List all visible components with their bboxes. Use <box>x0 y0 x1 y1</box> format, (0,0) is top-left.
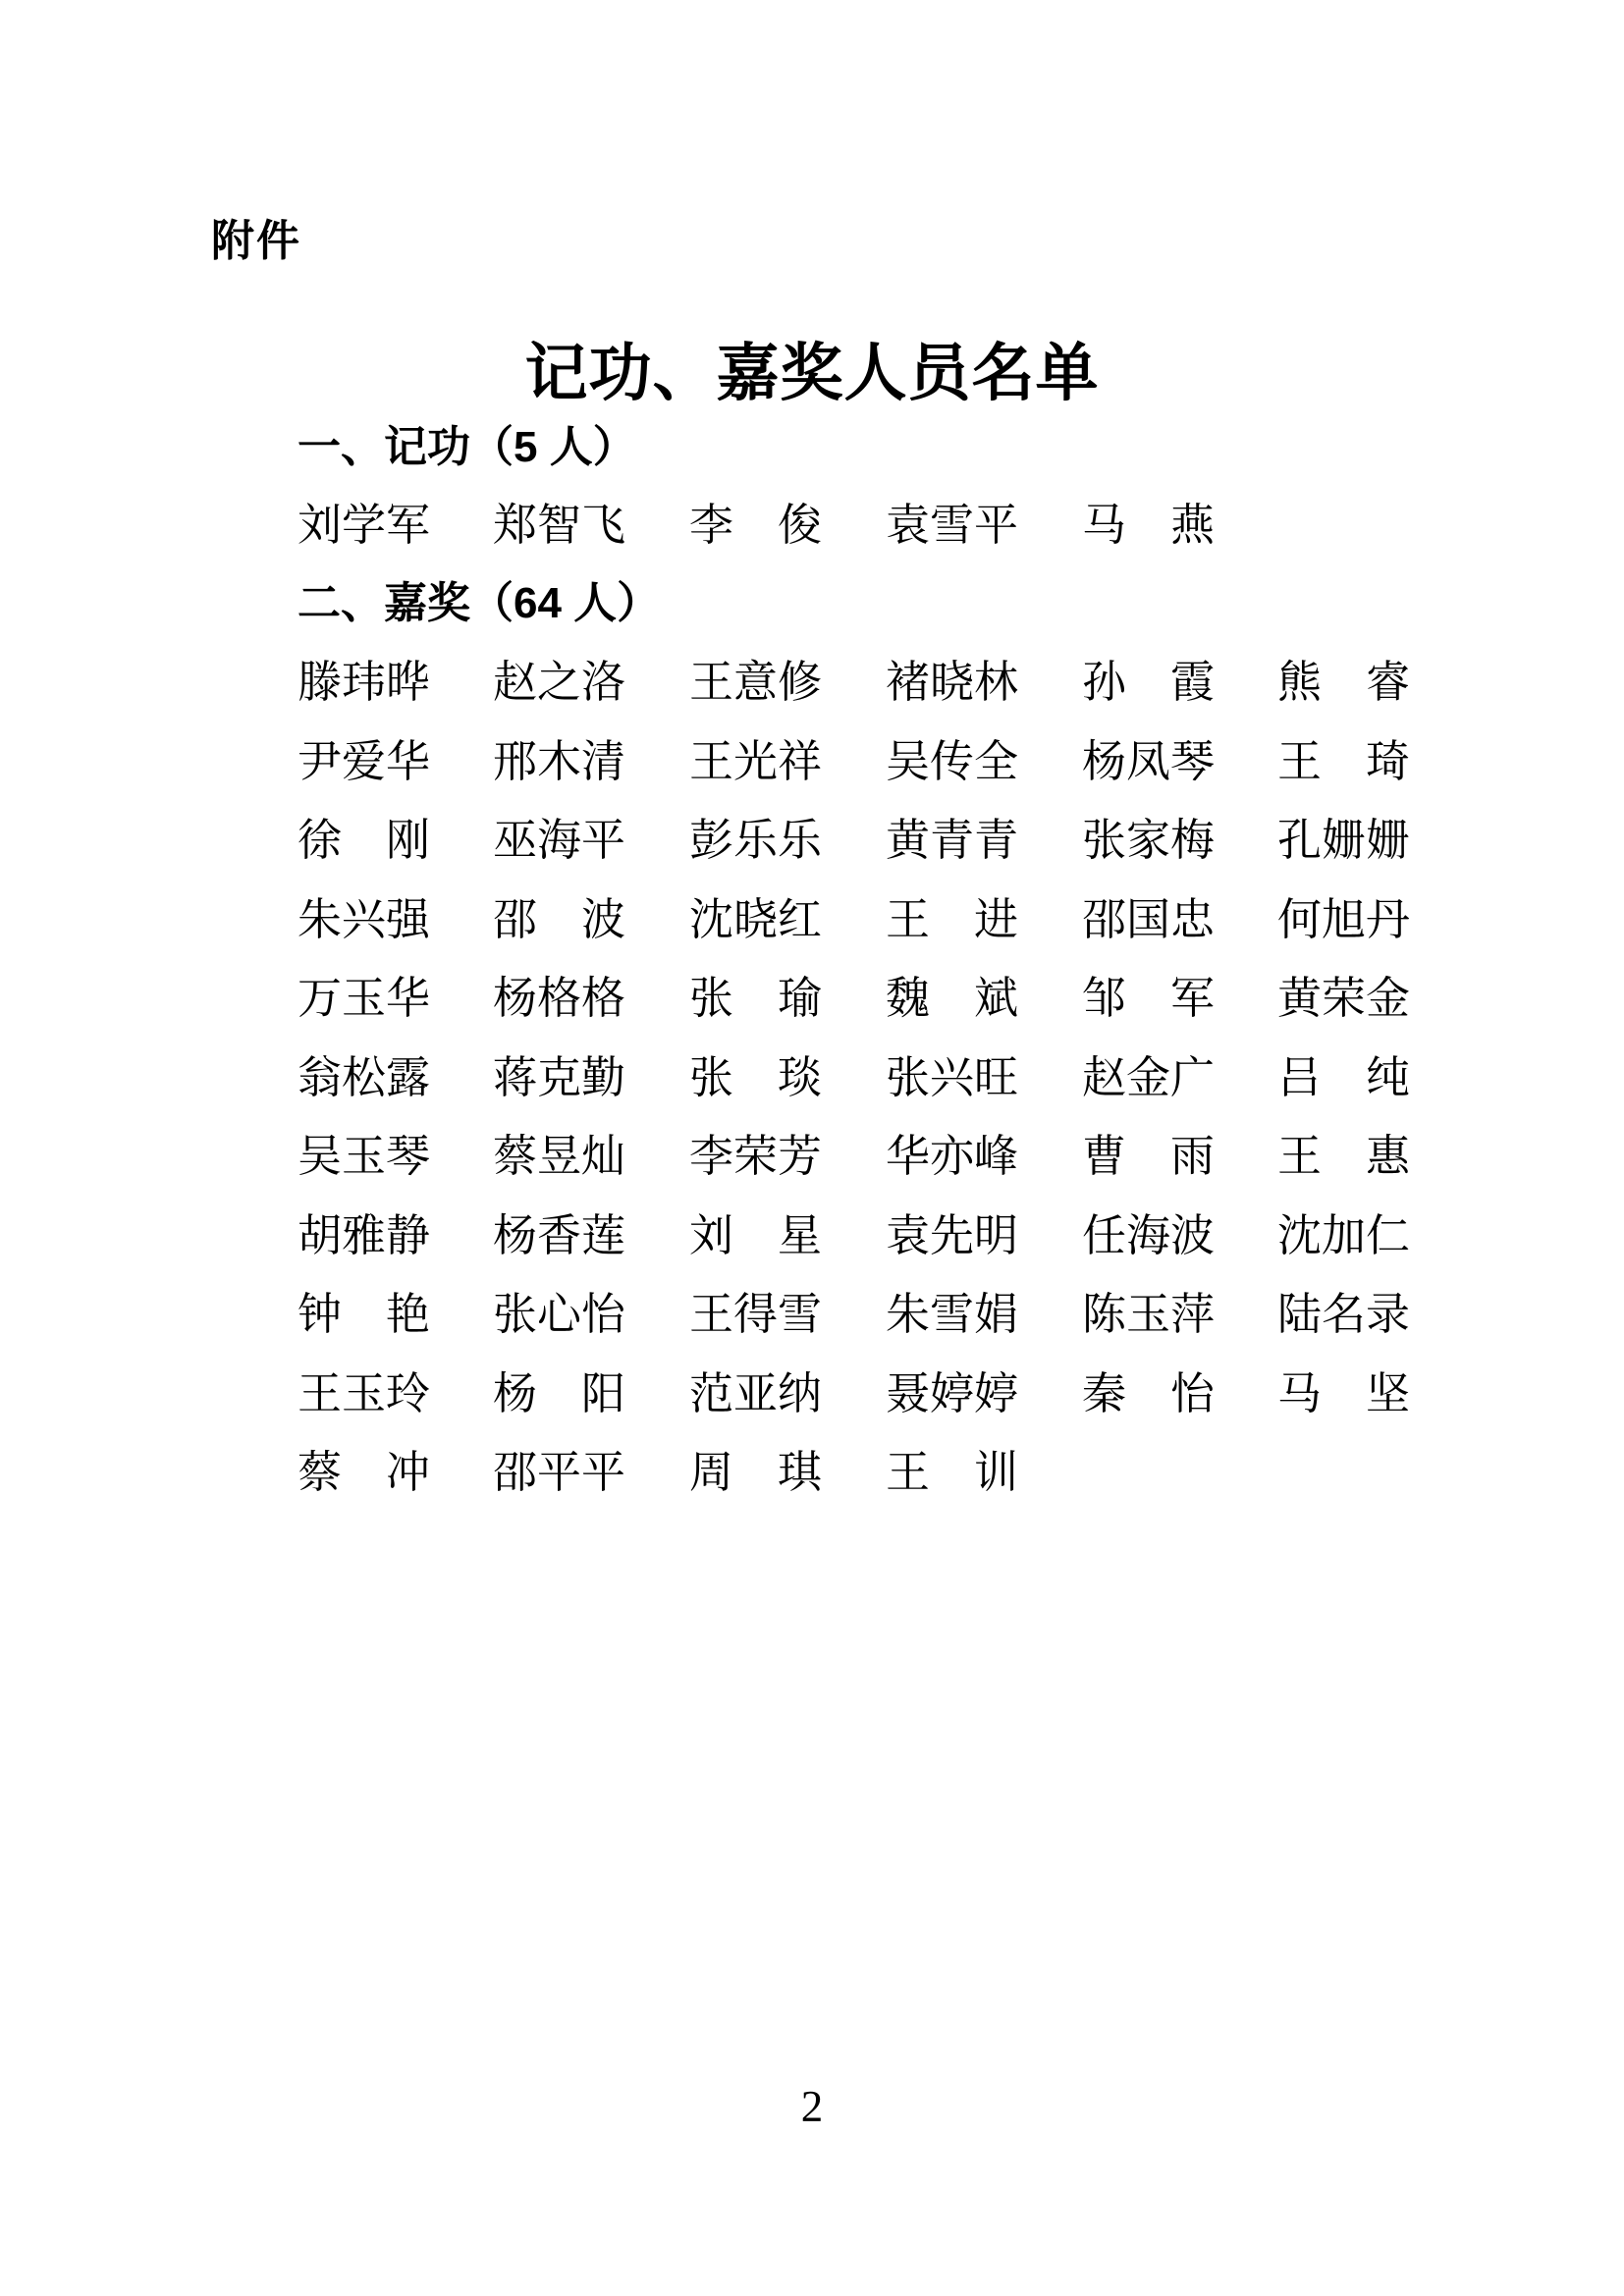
person-name: 滕玮晔 <box>298 658 431 707</box>
person-name: 王 琦 <box>1277 736 1411 786</box>
person-name: 周 琪 <box>689 1448 823 1497</box>
person-name: 褚晓林 <box>886 658 1019 707</box>
page-title: 记功、嘉奖人员名单 <box>524 338 1100 408</box>
person-name: 王玉玲 <box>298 1368 431 1418</box>
person-name: 李 俊 <box>689 501 823 550</box>
person-name: 杨香莲 <box>493 1210 626 1260</box>
person-name: 黄青青 <box>886 816 1019 865</box>
person-name: 吴传全 <box>886 736 1019 786</box>
person-name: 朱兴强 <box>298 894 431 944</box>
person-name: 胡雅静 <box>298 1210 431 1260</box>
person-name: 王 训 <box>886 1448 1019 1497</box>
person-name: 杨 阳 <box>493 1368 626 1418</box>
person-name: 孔姗姗 <box>1277 816 1411 865</box>
person-name: 邢木清 <box>493 736 626 786</box>
section-1-heading: 一、记功（5 人） <box>298 423 636 471</box>
person-name: 张 琰 <box>689 1052 823 1102</box>
person-name: 王意修 <box>689 658 823 707</box>
person-name: 陆名录 <box>1277 1290 1411 1339</box>
person-name: 钟 艳 <box>298 1290 431 1339</box>
person-name: 张家梅 <box>1082 816 1216 865</box>
person-name: 蒋克勤 <box>493 1052 626 1102</box>
person-name: 邹 军 <box>1082 974 1216 1023</box>
person-name: 黄荣金 <box>1277 974 1411 1023</box>
person-name: 华亦峰 <box>886 1132 1019 1181</box>
person-name: 沈晓红 <box>689 894 823 944</box>
person-name: 袁雪平 <box>886 501 1019 550</box>
person-name: 范亚纳 <box>689 1368 823 1418</box>
person-name: 刘 星 <box>689 1210 823 1260</box>
person-name: 万玉华 <box>298 974 431 1023</box>
person-name: 聂婷婷 <box>886 1368 1019 1418</box>
page-number: 2 <box>800 2082 824 2131</box>
person-name: 沈加仁 <box>1277 1210 1411 1260</box>
person-name: 刘学军 <box>298 501 431 550</box>
person-name: 赵之洛 <box>493 658 626 707</box>
person-name: 熊 睿 <box>1277 658 1411 707</box>
person-name: 徐 刚 <box>298 816 431 865</box>
person-name: 任海波 <box>1082 1210 1216 1260</box>
person-name: 彭乐乐 <box>689 816 823 865</box>
person-name: 王 惠 <box>1277 1132 1411 1181</box>
person-name: 王 进 <box>886 894 1019 944</box>
person-name: 郑智飞 <box>493 501 626 550</box>
person-name: 杨格格 <box>493 974 626 1023</box>
person-name: 朱雪娟 <box>886 1290 1019 1339</box>
person-name: 袁先明 <box>886 1210 1019 1260</box>
person-name: 邵国忠 <box>1082 894 1216 944</box>
person-name: 马 燕 <box>1082 501 1216 550</box>
person-name: 邵平平 <box>493 1448 626 1497</box>
person-name: 秦 怡 <box>1082 1368 1216 1418</box>
person-name: 王光祥 <box>689 736 823 786</box>
person-name: 魏 斌 <box>886 974 1019 1023</box>
section-2-heading: 二、嘉奖（64 人） <box>298 579 661 627</box>
person-name: 蔡昱灿 <box>493 1132 626 1181</box>
person-name: 翁松露 <box>298 1052 431 1102</box>
person-name: 赵金广 <box>1082 1052 1216 1102</box>
person-name: 张兴旺 <box>886 1052 1019 1102</box>
person-name: 张 瑜 <box>689 974 823 1023</box>
person-name: 蔡 冲 <box>298 1448 431 1497</box>
person-name: 邵 波 <box>493 894 626 944</box>
person-name: 张心怡 <box>493 1290 626 1339</box>
person-name: 何旭丹 <box>1277 894 1411 944</box>
person-name: 吴玉琴 <box>298 1132 431 1181</box>
attachment-label: 附件 <box>211 217 301 265</box>
person-name: 杨凤琴 <box>1082 736 1216 786</box>
person-name: 巫海平 <box>493 816 626 865</box>
person-name: 吕 纯 <box>1277 1052 1411 1102</box>
person-name: 王得雪 <box>689 1290 823 1339</box>
person-name: 马 坚 <box>1277 1368 1411 1418</box>
person-name: 曹 雨 <box>1082 1132 1216 1181</box>
person-name: 孙 霞 <box>1082 658 1216 707</box>
person-name: 陈玉萍 <box>1082 1290 1216 1339</box>
person-name: 尹爱华 <box>298 736 431 786</box>
person-name: 李荣芳 <box>689 1132 823 1181</box>
